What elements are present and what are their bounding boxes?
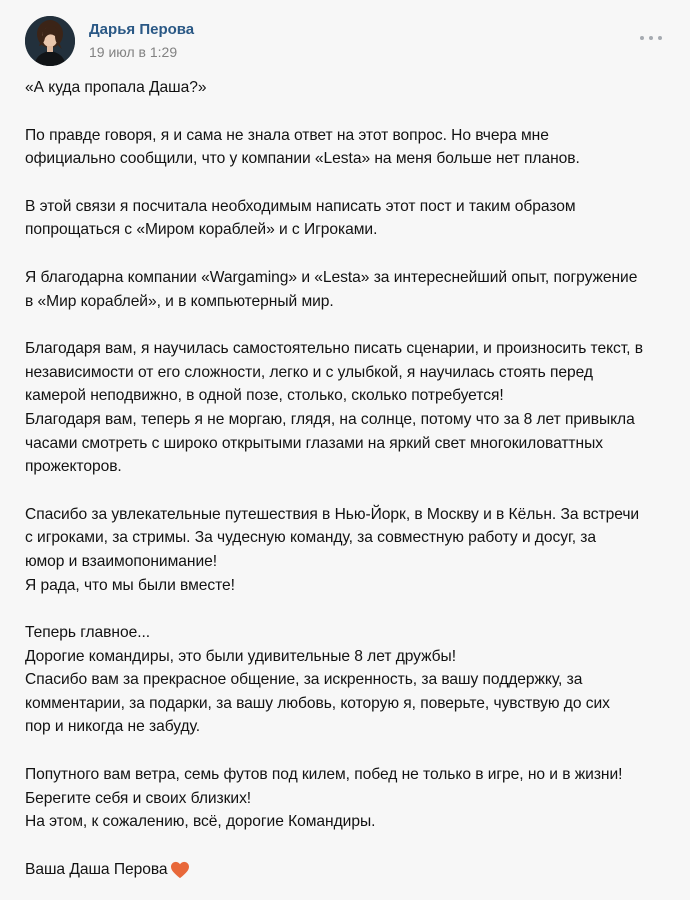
post-text-line: с игроками, за стримы. За чудесную команду, за совместную работу и досуг, за xyxy=(25,529,596,547)
post-text-line: Я благодарна компании «Wargaming» и «Lesta» за интереснейший опыт, погружение xyxy=(25,268,638,286)
post-text-line: Спасибо за увлекательные путешествия в Нью-Йорк, в Москву и в Кёльн. За встречи xyxy=(25,505,640,523)
author-block xyxy=(89,16,194,66)
post-text-line: попрощаться с «Миром кораблей» и с Игроками. xyxy=(25,221,378,239)
post-text-line: независимости от его сложности, легко и с улыбкой, я научилась стоять перед xyxy=(25,363,593,381)
post-text-line: официально сообщили, что у компании «Lesta» на меня больше нет планов. xyxy=(25,150,580,168)
post-header xyxy=(25,15,194,67)
post-paragraph xyxy=(25,266,673,313)
post-text-line: юмор и взаимопонимание! xyxy=(25,552,218,570)
post-text-line: в «Мир кораблей», и в компьютерный мир. xyxy=(25,292,334,310)
post-text-line: На этом, к сожалению, всё, дорогие Командиры. xyxy=(25,813,376,831)
post-text-line: Благодаря вам, я научилась самостоятельно писать сценарии, и произносить текст, в xyxy=(25,340,643,358)
post-text-line: В этой связи я посчитала необходимым написать этот пост и таким образом xyxy=(25,197,576,215)
post-text-line: комментарии, за подарки, за вашу любовь, которую я, поверьте, чувствую до сих xyxy=(25,694,610,712)
post-paragraph xyxy=(25,503,673,597)
post-paragraph xyxy=(25,195,673,242)
post-text-line: «А куда пропала Даша?» xyxy=(25,79,207,96)
post-text-line: Попутного вам ветра, семь футов под килем, побед не только в игре, но и в жизни! xyxy=(25,766,623,784)
post-text-line: прожекторов. xyxy=(25,458,122,476)
post-paragraph xyxy=(25,76,673,100)
post-text xyxy=(25,76,673,881)
post-paragraph xyxy=(25,763,673,834)
post-text-line: По правде говоря, я и сама не знала ответ на этот вопрос. Но вчера мне xyxy=(25,126,549,144)
post-text-line: Благодаря вам, теперь я не моргаю, глядя, на солнце, потому что за 8 лет привыкла xyxy=(25,410,635,428)
more-options-button[interactable] xyxy=(640,30,662,46)
post-text-line: Берегите себя и своих близких! xyxy=(25,789,252,807)
signature-line xyxy=(25,858,673,882)
post-paragraph xyxy=(25,621,673,739)
post-paragraph xyxy=(25,337,673,479)
more-dot-icon xyxy=(649,36,653,40)
post-text-line: Теперь главное... xyxy=(25,624,151,642)
avatar[interactable] xyxy=(25,16,75,66)
post-text-line: часами смотреть с широко открытыми глазами на яркий свет многокиловаттных xyxy=(25,434,603,452)
more-dot-icon xyxy=(658,36,662,40)
orange-heart-icon xyxy=(170,861,190,879)
author-name-link[interactable]: Дарья Перова xyxy=(89,21,195,38)
avatar-photo xyxy=(25,16,75,66)
post-text-line: пор и никогда не забуду. xyxy=(25,718,201,736)
more-dot-icon xyxy=(640,36,644,40)
post-text-line: камерой неподвижно, в одной позе, столько, сколько потребуется! xyxy=(25,387,504,405)
post-text-line: Я рада, что мы были вместе! xyxy=(25,576,235,594)
post-text-line: Спасибо вам за прекрасное общение, за искренность, за вашу поддержку, за xyxy=(25,671,583,689)
post-date-link[interactable]: 19 июл в 1:29 xyxy=(89,44,178,60)
post-text-line: Дорогие командиры, это были удивительные 8 лет дружбы! xyxy=(25,647,456,665)
post-paragraph xyxy=(25,124,673,171)
signature-text: Ваша Даша Перова xyxy=(25,860,168,878)
